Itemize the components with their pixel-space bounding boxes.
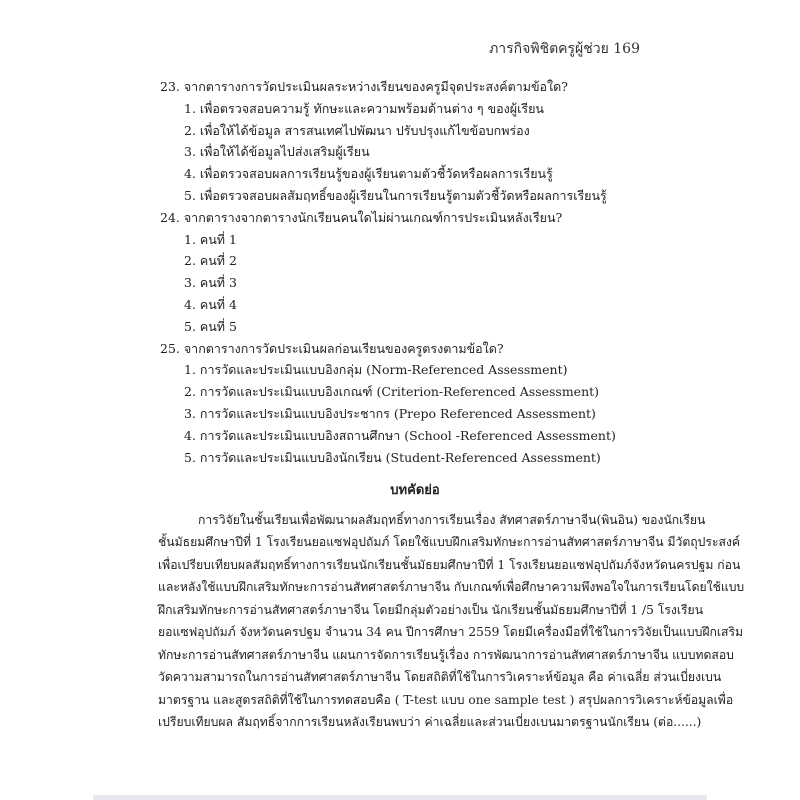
option-item: 2. คนที่ 2: [184, 253, 237, 269]
option-item: 3. การวัดและประเมินแบบอิงประชากร (Prepo Referenced Assessment): [184, 405, 596, 421]
abstract-line: และหลังใช้แบบฝึกเสริมทักษะการอ่านสัทศาสตร์ภาษาจีน กับเกณฑ์เพื่อศึกษาความพึงพอใจในการเรียนโดยใช้แบบ: [158, 580, 745, 594]
page-bottom-edge: [93, 795, 707, 800]
abstract-line: ฝึกเสริมทักษะการอ่านสัทศาสตร์ภาษาจีน โดยมีกลุ่มตัวอย่างเป็น นักเรียนชั้นมัธยมศึกษาปีที่ 1 /5 โรงเรียน: [158, 602, 704, 617]
abstract-line: เปรียบเทียบผล สัมฤทธิ์จากการเรียนหลังเรียนพบว่า ค่าเฉลี่ยและส่วนเบี่ยงเบนมาตรฐานนักเรียน (ต่อ......): [158, 715, 702, 729]
option-item: 5. คนที่ 5: [184, 318, 237, 334]
abstract-line: ชั้นมัธยมศึกษาปีที่ 1 โรงเรียนยอแซฟอุปถัมภ์ โดยใช้แบบฝึกเสริมทักษะการอ่านสัทศาสตร์ภาษาจีน มีวัตถุประสงค์: [158, 535, 741, 549]
option-item: 1. คนที่ 1: [184, 231, 237, 247]
option-item: 3. เพื่อให้ได้ข้อมูลไปส่งเสริมผู้เรียน: [184, 144, 370, 160]
question-text: 23. จากตารางการวัดประเมินผลระหว่างเรียนของครูมีจุดประสงค์ตามข้อใด?: [160, 79, 568, 94]
abstract-line: การวิจัยในชั้นเรียนเพื่อพัฒนาผลสัมฤทธิ์ทางการเรียนเรื่อง สัทศาสตร์ภาษาจีน(พินอิน) ของนักเรียน: [198, 512, 706, 527]
abstract-line: เพื่อเปรียบเทียบผลสัมฤทธิ์ทางการเรียนนักเรียนชั้นมัธยมศึกษาปีที่ 1 โรงเรียนยอแซฟอุปถัมภ์จังหวัดนครปฐม ก่อน: [158, 557, 741, 572]
abstract-section: [158, 480, 745, 734]
option-item: 2. การวัดและประเมินแบบอิงเกณฑ์ (Criterion-Referenced Assessment): [184, 384, 600, 400]
option-item: 4. คนที่ 4: [184, 296, 237, 312]
abstract-line: ยอแซฟอุปถัมภ์ จังหวัดนครปฐม จำนวน 34 คน ปีการศึกษา 2559 โดยมีเครื่องมือที่ใช้ในการวิจัยเป็นแบบฝึกเสริม: [158, 625, 744, 639]
abstract-line: มาตรฐาน และสูตรสถิติที่ใช้ในการทดสอบคือ ( T-test แบบ one sample test ) สรุปผลการวิเคราะห์ข้อมูลเพื่อ: [158, 692, 734, 707]
abstract-title: บทคัดย่อ: [390, 483, 440, 498]
question-23: [160, 76, 680, 207]
option-item: 4. การวัดและประเมินแบบอิงสถานศึกษา (School -Referenced Assessment): [184, 427, 616, 443]
option-item: 3. คนที่ 3: [184, 275, 237, 291]
question-text: 24. จากตารางจากตารางนักเรียนคนใดไม่ผ่านเกณฑ์การประเมินหลังเรียน?: [160, 209, 563, 225]
option-item: 1. การวัดและประเมินแบบอิงกลุ่ม (Norm-Referenced Assessment): [184, 362, 568, 378]
option-item: 1. เพื่อตรวจสอบความรู้ ทักษะและความพร้อมด้านต่าง ๆ ของผู้เรียน: [184, 100, 544, 116]
option-item: 4. เพื่อตรวจสอบผลการเรียนรู้ของผู้เรียนตามตัวชี้วัดหรือผลการเรียนรู้: [184, 166, 553, 182]
option-list: [160, 229, 680, 338]
question-24: [160, 207, 680, 338]
option-item: 5. เพื่อตรวจสอบผลสัมฤทธิ์ของผู้เรียนในการเรียนรู้ตามตัวชี้วัดหรือผลการเรียนรู้: [184, 187, 607, 203]
question-list: [160, 76, 680, 468]
running-header: ภารกิจพิชิตครูผู้ช่วย 169: [489, 41, 640, 57]
question-text: 25. จากตารางการวัดประเมินผลก่อนเรียนของครูตรงตามข้อใด?: [160, 340, 504, 356]
abstract-line: ทักษะการอ่านสัทศาสตร์ภาษาจีน แผนการจัดการเรียนรู้เรื่อง การพัฒนาการอ่านสัทศาสตร์ภาษาจีน แบบทดสอบ: [158, 647, 734, 662]
option-list: [160, 98, 680, 207]
abstract-line: วัดความสามารถในการอ่านสัทศาสตร์ภาษาจีน โดยสถิติที่ใช้ในการวิเคราะห์ข้อมูล คือ ค่าเฉลี่ย ส่วนเบี่ยงเบน: [158, 670, 722, 684]
question-25: [160, 338, 680, 469]
option-item: 5. การวัดและประเมินแบบอิงนักเรียน (Student-Referenced Assessment): [184, 449, 601, 465]
option-item: 2. เพื่อให้ได้ข้อมูล สารสนเทศไปพัฒนา ปรับปรุงแก้ไขข้อบกพร่อง: [184, 122, 530, 138]
option-list: [160, 359, 680, 468]
